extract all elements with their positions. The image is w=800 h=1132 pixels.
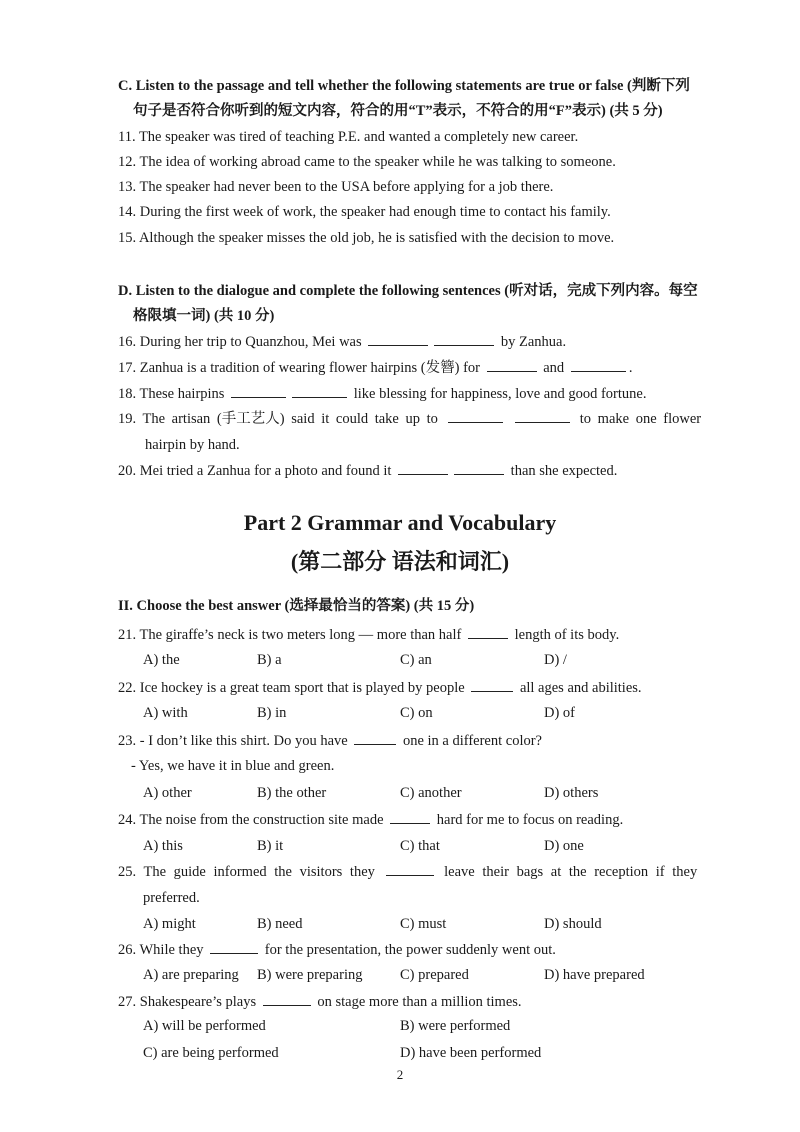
question-25-continued: preferred. — [143, 890, 200, 906]
question-20-text-a: 20. Mei tried a Zanhua for a photo and found it — [118, 463, 392, 479]
question-17 — [118, 357, 632, 378]
question-24-text-a: 24. The noise from the construction site made — [118, 812, 384, 828]
option-d[interactable]: D) have been performed — [400, 1045, 542, 1061]
section-ii-heading: II. Choose the best answer (选择最恰当的答案) (共 15 分) — [118, 598, 475, 614]
part-2-title: Part 2 Grammar and Vocabulary — [243, 510, 557, 535]
question-17-text-b: and — [543, 360, 565, 376]
answer-blank[interactable] — [354, 730, 396, 745]
answer-blank[interactable] — [398, 460, 448, 475]
option-c[interactable]: C) are being performed — [143, 1045, 279, 1061]
question-19 — [118, 408, 701, 429]
question-14: 14. During the first week of work, the speaker had enough time to contact his family. — [118, 204, 611, 220]
option-b[interactable]: B) the other — [257, 785, 327, 801]
option-a[interactable]: A) are preparing — [143, 967, 239, 983]
option-c[interactable]: C) on — [400, 705, 433, 721]
question-18-text-b: like blessing for happiness, love and good fortune. — [353, 386, 647, 402]
section-d-heading-2: 格限填一词) (共 10 分) — [133, 308, 275, 324]
answer-blank[interactable] — [231, 383, 286, 398]
question-13: 13. The speaker had never been to the USA before applying for a job there. — [118, 179, 554, 195]
question-16-text-b: by Zanhua. — [500, 334, 567, 350]
option-c[interactable]: C) prepared — [400, 967, 469, 983]
question-27 — [118, 991, 522, 1012]
option-a[interactable]: A) with — [143, 705, 188, 721]
answer-blank[interactable] — [210, 939, 258, 954]
question-23 — [118, 730, 542, 751]
option-b[interactable]: B) were preparing — [257, 967, 363, 983]
question-18-text-a: 18. These hairpins — [118, 386, 225, 402]
question-16-text-a: 16. During her trip to Quanzhou, Mei was — [118, 334, 362, 350]
answer-blank[interactable] — [571, 357, 626, 372]
option-b[interactable]: B) were performed — [400, 1018, 511, 1034]
question-17-text-a: 17. Zanhua is a tradition of wearing flower hairpins (发簪) for — [118, 360, 480, 376]
part-2-subtitle: (第二部分 语法和词汇) — [290, 549, 510, 574]
question-12: 12. The idea of working abroad came to the speaker while he was talking to someone. — [118, 154, 616, 170]
option-a[interactable]: A) the — [143, 652, 180, 668]
question-21 — [118, 624, 619, 645]
question-19-continued: hairpin by hand. — [145, 437, 240, 453]
answer-blank[interactable] — [292, 383, 347, 398]
question-26 — [118, 939, 556, 960]
option-d[interactable]: D) have prepared — [544, 967, 645, 983]
answer-blank[interactable] — [454, 460, 504, 475]
question-17-text-c: . — [628, 360, 633, 376]
question-25-text-a: 25. The guide informed the visitors they — [118, 864, 375, 880]
option-c[interactable]: C) an — [400, 652, 432, 668]
answer-blank[interactable] — [515, 408, 570, 423]
question-23-response: - Yes, we have it in blue and green. — [131, 758, 335, 774]
answer-blank[interactable] — [468, 624, 508, 639]
question-27-text-a: 27. Shakespeare’s plays — [118, 994, 257, 1010]
question-19-text-a: 19. The artisan (手工艺人) said it could take up to — [118, 411, 438, 427]
question-11: 11. The speaker was tired of teaching P.E. and wanted a completely new career. — [118, 129, 579, 145]
option-d[interactable]: D) one — [544, 838, 584, 854]
question-22-text-b: all ages and abilities. — [519, 680, 642, 696]
option-d[interactable]: D) others — [544, 785, 599, 801]
answer-blank[interactable] — [386, 861, 434, 876]
question-21-text-b: length of its body. — [514, 627, 620, 643]
option-c[interactable]: C) must — [400, 916, 447, 932]
question-15: 15. Although the speaker misses the old job, he is satisfied with the decision to move. — [118, 230, 615, 246]
option-b[interactable]: B) in — [257, 705, 287, 721]
question-25-text-b: leave their bags at the reception if they — [444, 864, 698, 880]
question-22 — [118, 677, 642, 698]
answer-blank[interactable] — [368, 331, 428, 346]
question-23-text-a: 23. - I don’t like this shirt. Do you have — [118, 733, 348, 749]
question-25 — [118, 861, 697, 882]
option-d[interactable]: D) should — [544, 916, 602, 932]
question-16 — [118, 331, 566, 352]
option-a[interactable]: A) other — [143, 785, 192, 801]
page-number: 2 — [396, 1067, 404, 1082]
question-19-text-b: to make one flower — [579, 411, 702, 427]
answer-blank[interactable] — [390, 809, 430, 824]
option-c[interactable]: C) another — [400, 785, 462, 801]
question-23-text-b: one in a different color? — [402, 733, 542, 749]
answer-blank[interactable] — [448, 408, 503, 423]
question-24-text-b: hard for me to focus on reading. — [436, 812, 624, 828]
answer-blank[interactable] — [263, 991, 311, 1006]
question-22-text-a: 22. Ice hockey is a great team sport that is played by people — [118, 680, 465, 696]
section-c-heading-1: C. Listen to the passage and tell whether the following statements are true or false (判断下列 — [118, 78, 690, 94]
question-26-text-a: 26. While they — [118, 942, 204, 958]
option-b[interactable]: B) it — [257, 838, 284, 854]
question-27-text-b: on stage more than a million times. — [317, 994, 522, 1010]
option-b[interactable]: B) a — [257, 652, 282, 668]
question-20 — [118, 460, 617, 481]
option-c[interactable]: C) that — [400, 838, 440, 854]
question-26-text-b: for the presentation, the power suddenly went out. — [264, 942, 556, 958]
option-a[interactable]: A) might — [143, 916, 196, 932]
answer-blank[interactable] — [487, 357, 537, 372]
answer-blank[interactable] — [471, 677, 513, 692]
question-21-text-a: 21. The giraffe’s neck is two meters long — more than half — [118, 627, 462, 643]
section-c-heading-2: 句子是否符合你听到的短文内容，符合的用“T”表示，不符合的用“F”表示) (共 5 分) — [133, 103, 663, 119]
answer-blank[interactable] — [434, 331, 494, 346]
option-d[interactable]: D) of — [544, 705, 576, 721]
question-24 — [118, 809, 623, 830]
option-a[interactable]: A) this — [143, 838, 183, 854]
question-18 — [118, 383, 646, 404]
option-d[interactable]: D) / — [544, 652, 567, 668]
option-b[interactable]: B) need — [257, 916, 303, 932]
option-a[interactable]: A) will be performed — [143, 1018, 266, 1034]
question-20-text-b: than she expected. — [510, 463, 618, 479]
section-d-heading-1: D. Listen to the dialogue and complete the following sentences (听对话，完成下列内容。每空 — [118, 283, 698, 299]
